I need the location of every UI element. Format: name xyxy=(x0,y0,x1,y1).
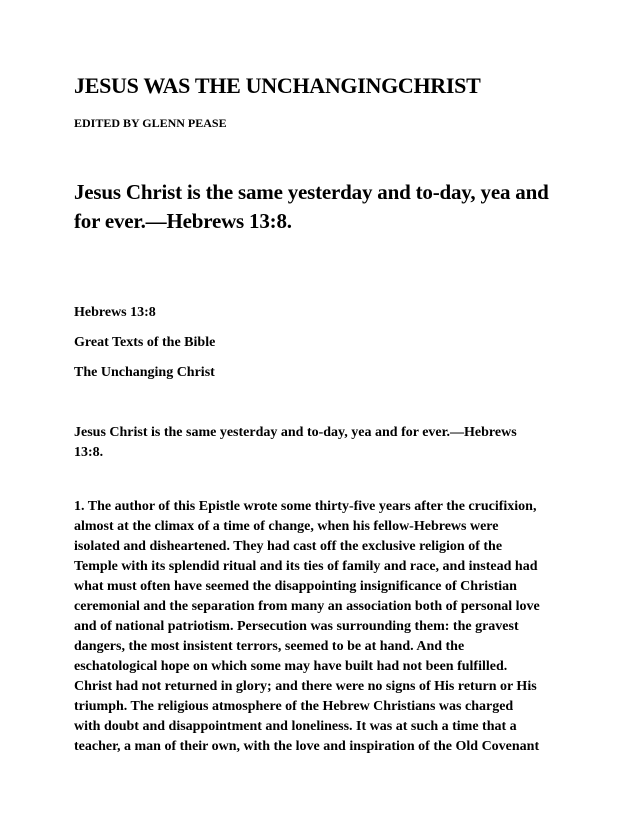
paragraph-line: dangers, the most insistent terrors, seemed to be at hand. And the xyxy=(74,639,465,654)
reference-source: Great Texts of the Bible xyxy=(74,335,216,350)
paragraph-line: teacher, a man of their own, with the love and inspiration of the Old Covenant xyxy=(74,739,540,754)
epigraph-line: Jesus Christ is the same yesterday and to-day, yea and xyxy=(74,180,549,204)
paragraph-line: what must often have seemed the disappointing insignificance of Christian xyxy=(74,579,517,594)
paragraph-line: Temple with its splendid ritual and its ties of family and race, and instead had xyxy=(74,559,538,574)
scripture-quote xyxy=(74,423,517,463)
paragraph-line: isolated and disheartened. They had cast off the exclusive religion of the xyxy=(74,539,503,554)
quote-line: Jesus Christ is the same yesterday and to-day, yea and for ever.—Hebrews xyxy=(74,425,517,440)
paragraph-line: ceremonial and the separation from many an association both of personal love xyxy=(74,599,540,614)
paragraph-line: Christ had not returned in glory; and there were no signs of His return or His xyxy=(74,679,537,694)
editor-credit: EDITED BY GLENN PEASE xyxy=(74,116,227,130)
reference-scripture: Hebrews 13:8 xyxy=(74,305,156,320)
paragraph-line: eschatological hope on which some may have built had not been fulfilled. xyxy=(74,659,508,674)
paragraph-line: and of national patriotism. Persecution was surrounding them: the gravest xyxy=(74,619,519,634)
paragraph-line: triumph. The religious atmosphere of the Hebrew Christians was charged xyxy=(74,699,514,714)
reference-section-title: The Unchanging Christ xyxy=(74,365,215,380)
paragraph-line: 1. The author of this Epistle wrote some thirty-five years after the crucifixion, xyxy=(74,499,537,514)
document-title: JESUS WAS THE UNCHANGINGCHRIST xyxy=(74,73,481,98)
paragraph-line: almost at the climax of a time of change, when his fellow-Hebrews were xyxy=(74,519,499,534)
quote-line: 13:8. xyxy=(74,445,104,460)
body-paragraph xyxy=(74,497,540,757)
paragraph-line: with doubt and disappointment and loneliness. It was at such a time that a xyxy=(74,719,517,734)
epigraph-line: for ever.—Hebrews 13:8. xyxy=(74,209,292,233)
epigraph xyxy=(74,178,549,236)
